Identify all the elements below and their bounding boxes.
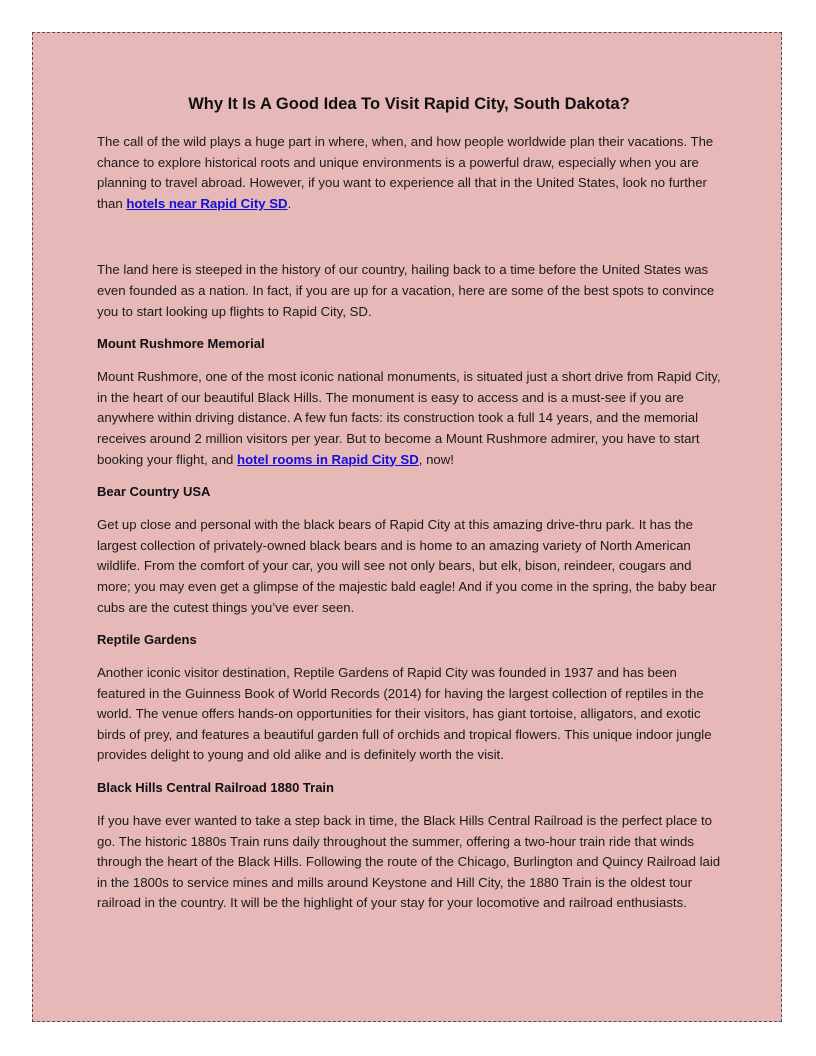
section-heading-reptile-gardens: Reptile Gardens <box>97 632 197 648</box>
history-paragraph: The land here is steeped in the history of our country, hailing back to a time before the United States was even founded as a nation. In fact, if you are up for a vacation, here are some of the best spots to convince you to start looking up flights to Rapid City, SD. <box>97 262 715 319</box>
spacer <box>97 226 721 260</box>
section-heading-rushmore: Mount Rushmore Memorial <box>97 336 265 352</box>
intro-paragraph <box>97 132 721 214</box>
rushmore-text-end: , now! <box>418 451 454 467</box>
section-heading-bear-country: Bear Country USA <box>97 484 211 500</box>
intro-text: The call of the wild plays a huge part in where, when, and how people worldwide plan their vacations. The chance to explore historical roots and unique environments is a powerful draw, especially when you are planning to travel abroad. However, if you want to experience all that in the United States, look no further than <box>97 134 714 211</box>
page-title: Why It Is A Good Idea To Visit Rapid City, South Dakota? <box>188 95 630 113</box>
hotel-rooms-rapid-city-link[interactable]: hotel rooms in Rapid City SD <box>237 451 419 467</box>
rushmore-text: Mount Rushmore, one of the most iconic national monuments, is situated just a short drive from Rapid City, in the heart of our beautiful Black Hills. The monument is easy to access and is a must-see if you are anywhere within driving distance. A few fun facts: its construction took a full 14 years, and the memorial receives around 2 million visitors per year. But to become a Mount Rushmore admirer, you have to start booking your flight, and <box>97 369 721 467</box>
railroad-paragraph: If you have ever wanted to take a step back in time, the Black Hills Central Railroad is the perfect place to go. The historic 1880s Train runs daily throughout the summer, offering a two-hour train ride that winds through the heart of the Black Hills. Following the route of the Chicago, Burlington and Quincy Railroad laid in the 1800s to service mines and mills around Keystone and Hill City, the 1880 Train is the oldest tour railroad in the country. It will be the highlight of your stay for your locomotive and railroad enthusiasts. <box>97 813 721 911</box>
page-frame <box>32 32 782 1022</box>
document-content <box>97 95 721 926</box>
section-heading-railroad: Black Hills Central Railroad 1880 Train <box>97 780 334 796</box>
reptile-gardens-paragraph: Another iconic visitor destination, Reptile Gardens of Rapid City was founded in 1937 and has been featured in the Guinness Book of World Records (2014) for having the largest collection of reptiles in the world. The venue offers hands-on opportunities for their visitors, has giant tortoise, alligators, and exotic birds of prey, and features a beautiful garden full of orchids and tropical flowers. This unique indoor jungle provides delight to young and old alike and is definitely worth the visit. <box>97 665 712 763</box>
intro-text-end: . <box>287 195 292 211</box>
hotels-near-rapid-city-link[interactable]: hotels near Rapid City SD <box>126 195 288 211</box>
bear-country-paragraph: Get up close and personal with the black bears of Rapid City at this amazing drive-thru park. It has the largest collection of privately-owned black bears and is home to an amazing variety of North American wildlife. From the comfort of your car, you will see not only bears, but elk, bison, reindeer, cougars and more; you may even get a glimpse of the majestic bald eagle! And if you come in the spring, the baby bear cubs are the cutest things you’ve ever seen. <box>97 517 717 615</box>
rushmore-paragraph <box>97 367 721 470</box>
